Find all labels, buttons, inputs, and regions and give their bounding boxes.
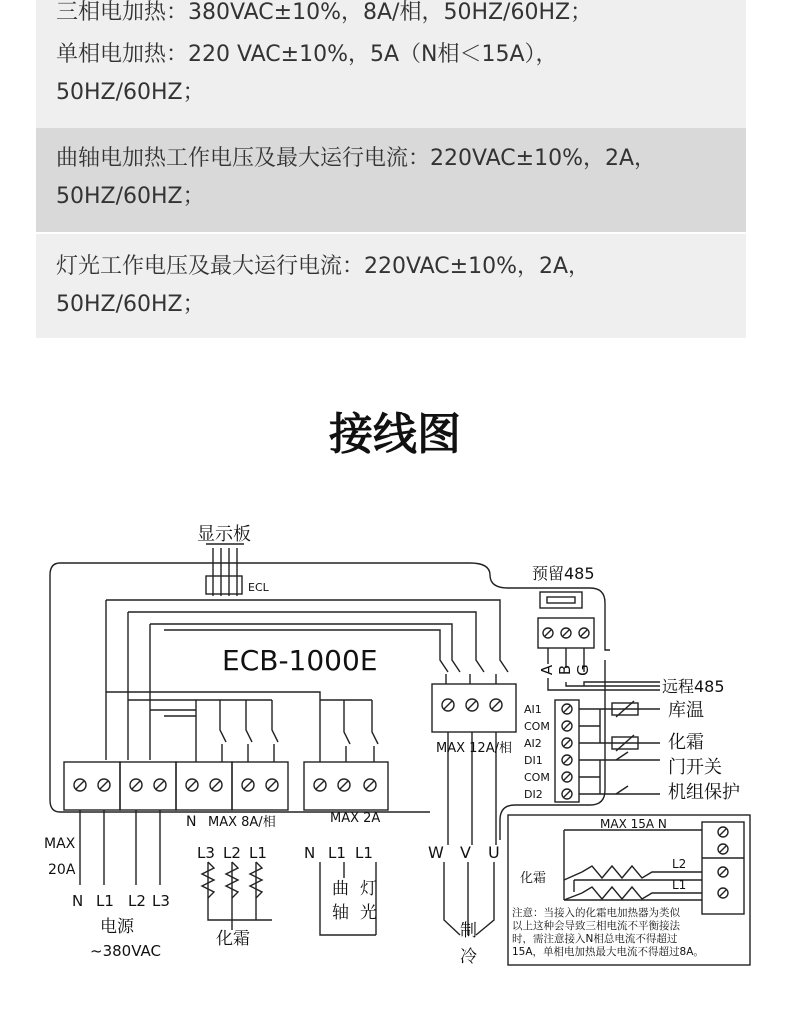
- input-pin: AI2: [524, 737, 542, 750]
- note-line: 以上这种会导致三相电流不平衡接法: [512, 920, 680, 932]
- spec-row-crankshaft: [36, 128, 746, 232]
- abg-b: B: [556, 664, 574, 676]
- aux-term: L1: [328, 844, 346, 862]
- spec-line: 50HZ/60HZ；: [56, 80, 205, 105]
- crank-label: 曲: [332, 879, 349, 899]
- note-line: 15A，单相电加热最大电流不得超过8A。: [512, 946, 704, 958]
- power-terminal-block: [64, 762, 120, 810]
- note-l1: L1: [672, 878, 687, 892]
- spec-line: 50HZ/60HZ；: [56, 184, 205, 209]
- max-12a-label: MAX 12A/相: [436, 741, 512, 756]
- cool-label: 制: [460, 921, 477, 941]
- max-20a-value: 20A: [48, 862, 76, 878]
- reserved-485-label: 预留485: [532, 564, 595, 583]
- power-terminal-block-2: [120, 762, 176, 810]
- section-title: 接线图: [329, 409, 461, 460]
- spec-line: 单相电加热：220 VAC±10%，5A（N相＜15A），: [56, 42, 558, 67]
- reserved-485-connector: [540, 592, 582, 608]
- power-term: L1: [96, 892, 114, 910]
- note-heater: 化霜: [520, 871, 547, 886]
- power-voltage: ~380VAC: [90, 942, 161, 960]
- max-8a-label: MAX 8A/相: [208, 815, 276, 830]
- defrost-terminal-block-2: [232, 762, 288, 810]
- spec-line: 灯光工作电压及最大运行电流：220VAC±10%，2A，: [56, 254, 591, 279]
- input-pin: DI1: [524, 754, 543, 767]
- input-pin: COM: [524, 771, 550, 784]
- cool-label: 冷: [460, 947, 477, 967]
- spec-line: 50HZ/60HZ；: [56, 292, 205, 317]
- aux-term: L1: [355, 844, 373, 862]
- note-max-15a: MAX 15A N: [600, 817, 667, 831]
- remote-485-label: 远程485: [662, 677, 725, 696]
- spec-line: 三相电加热：380VAC±10%，8A/相，50HZ/60HZ；: [56, 0, 593, 25]
- display-board-label: 显示板: [197, 524, 251, 545]
- compressor-term: W: [428, 843, 444, 862]
- max-2a-label: MAX 2A: [330, 811, 381, 826]
- input-label-door-switch: 门开关: [668, 757, 722, 778]
- note-line: 时，需注意接入N相总电流不得超过: [512, 933, 678, 945]
- defrost-term: L3: [197, 844, 215, 862]
- input-pin: COM: [524, 720, 550, 733]
- light-label: 灯: [360, 879, 377, 899]
- model-label: ECB-1000E: [222, 644, 378, 677]
- defrost-terminal-block: [176, 762, 232, 810]
- spec-row-single-phase: [36, 34, 746, 128]
- wiring-diagram: [0, 505, 790, 1033]
- power-term: L2: [128, 892, 146, 910]
- defrost-term: L2: [223, 844, 241, 862]
- input-label-unit-protect: 机组保护: [668, 782, 740, 803]
- power-term: L3: [152, 892, 170, 910]
- crank-label: 轴: [332, 903, 349, 923]
- defrost-label: 化霜: [216, 929, 250, 949]
- abg-a: A: [538, 664, 556, 676]
- max-20a-label: MAX: [44, 836, 76, 852]
- n-left-label: N: [186, 814, 197, 830]
- note-line: 注意：当接入的化霜电加热器为类似: [512, 907, 680, 919]
- light-label: 光: [360, 903, 377, 923]
- abg-g: G: [574, 664, 592, 676]
- compressor-term: U: [488, 843, 500, 862]
- input-pin: AI1: [524, 703, 542, 716]
- input-pin: DI2: [524, 788, 543, 801]
- power-term: N: [72, 892, 84, 910]
- input-label-defrost: 化霜: [668, 732, 704, 753]
- aux-term: N: [304, 844, 316, 862]
- ecl-label: ECL: [248, 581, 269, 594]
- note-l2: L2: [672, 857, 687, 871]
- defrost-term: L1: [249, 844, 267, 862]
- spec-line: 曲轴电加热工作电压及最大运行电流：220VAC±10%，2A，: [56, 146, 657, 171]
- input-label-room-temp: 库温: [668, 700, 704, 721]
- spec-row-light: [36, 234, 746, 338]
- input-terminal-block: [555, 700, 579, 802]
- spec-row-three-phase: [36, 0, 746, 34]
- compressor-term: V: [460, 843, 471, 862]
- power-label: 电源: [100, 917, 134, 937]
